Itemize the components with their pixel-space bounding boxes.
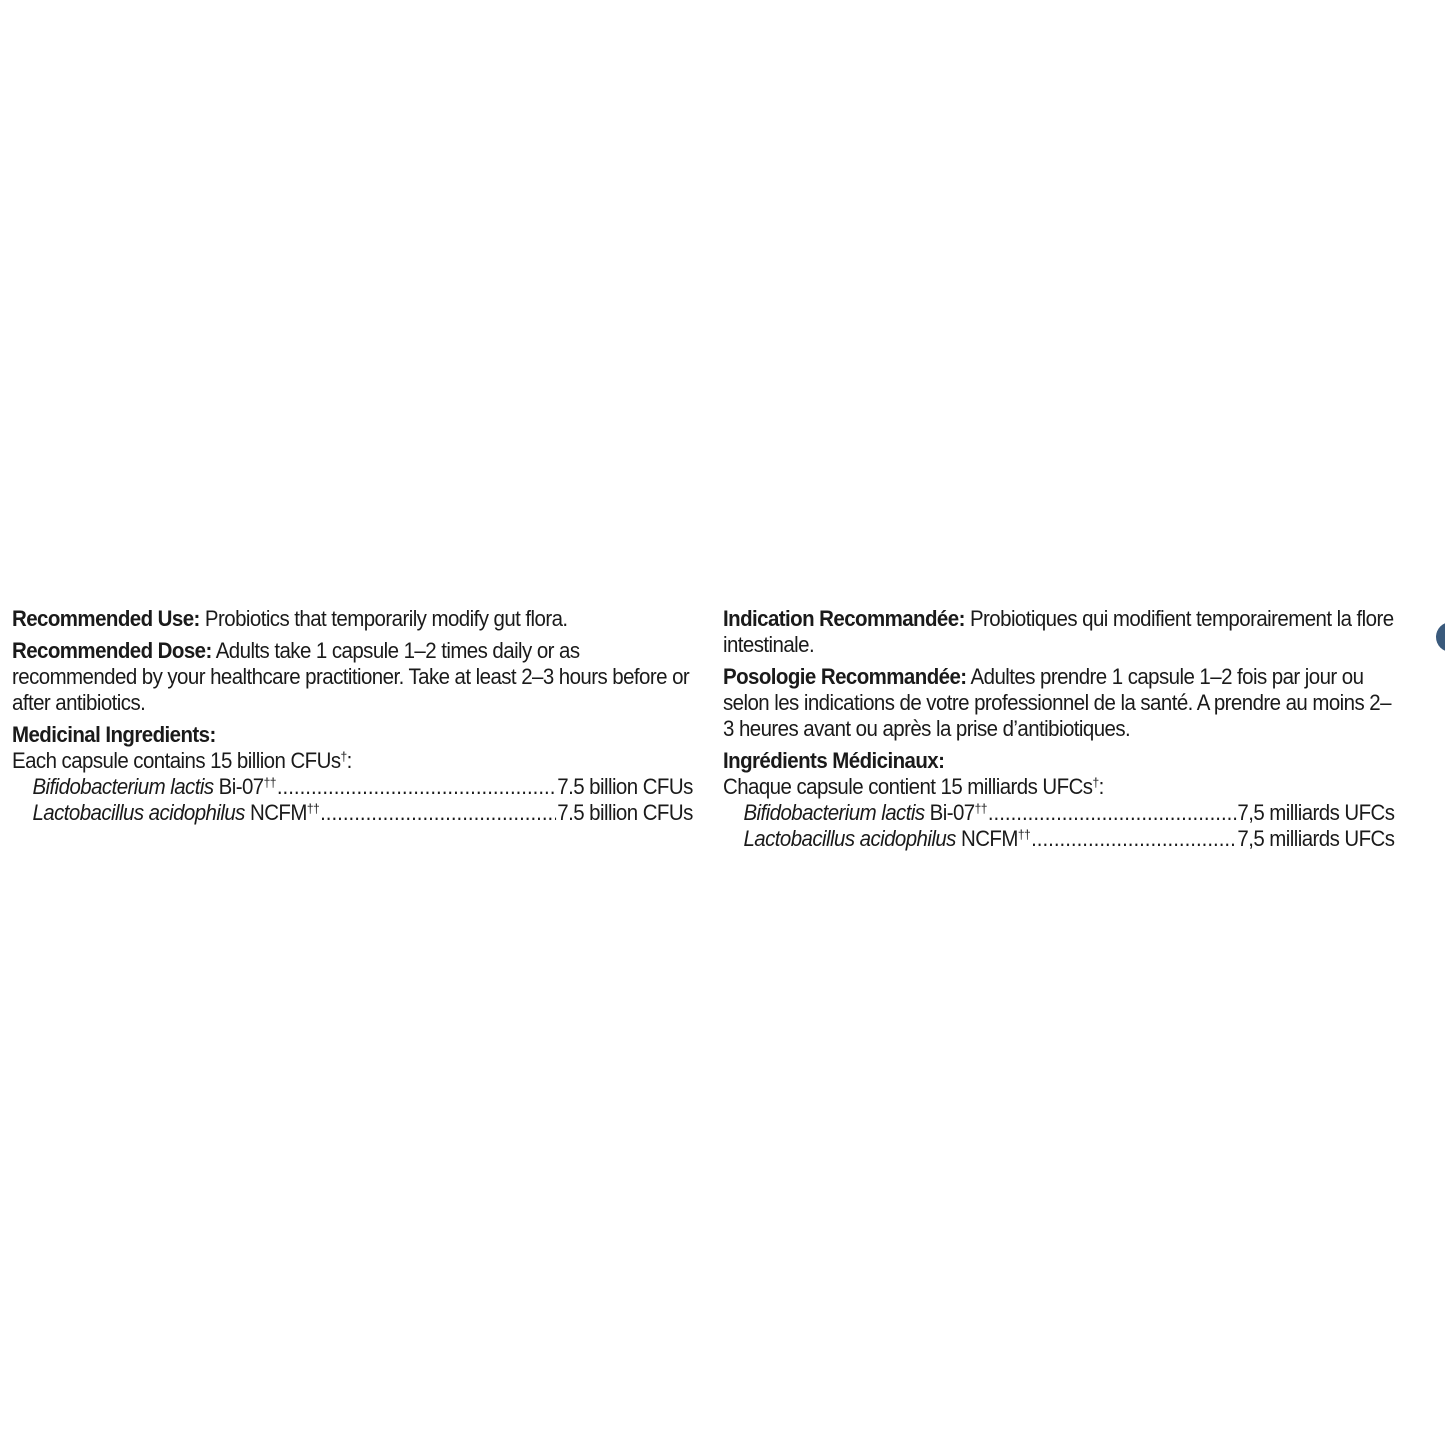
ingredient-amount: 7,5 milliards UFCs — [1237, 800, 1395, 825]
ingredients-heading-fr: Ingrédients Médicinaux: — [723, 748, 945, 773]
dot-leader — [988, 800, 1237, 826]
dot-leader — [320, 800, 556, 826]
ingredient-amount: 7,5 milliards UFCs — [1237, 826, 1395, 851]
recommended-use-text: Probiotics that temporarily modify gut flora. — [199, 606, 568, 631]
ingredient-name: Lactobacillus acidophilus NCFM†† — [32, 800, 320, 825]
ingredient-amount: 7.5 billion CFUs — [557, 800, 693, 825]
ingredient-row — [743, 800, 1394, 826]
recommended-use-label: Recommended Use: — [12, 606, 200, 631]
indication-text: Probiotiques qui modifient temporairement la flore intestinale. — [723, 606, 1394, 657]
ingredient-row — [32, 774, 692, 800]
recommended-use — [12, 606, 693, 632]
ingredient-name: Lactobacillus acidophilus NCFM†† — [743, 826, 1031, 851]
posologie-label: Posologie Recommandée: — [723, 664, 967, 689]
indication-recommandee — [723, 606, 1394, 658]
ingredients-intro-fr: Chaque capsule contient 15 milliards UFCs†: — [723, 774, 1104, 799]
english-label-column — [12, 606, 693, 826]
posologie-recommandee — [723, 664, 1394, 742]
ingredients-heading: Medicinal Ingredients: — [12, 722, 216, 747]
recommended-dose — [12, 638, 693, 716]
ingredient-row — [743, 826, 1394, 852]
french-label-column — [723, 606, 1394, 852]
ingredient-amount: 7.5 billion CFUs — [557, 774, 693, 799]
ingredients-intro: Each capsule contains 15 billion CFUs†: — [12, 748, 352, 773]
ingredient-name: Bifidobacterium lactis Bi-07†† — [743, 800, 987, 825]
dot-leader — [277, 774, 556, 800]
recommended-dose-text: Adults take 1 capsule 1–2 times daily or as recommended by your healthcare practitioner. Take at least 2–3 hours before or after antibiotics. — [12, 638, 690, 715]
ingredient-name: Bifidobacterium lactis Bi-07†† — [32, 774, 276, 799]
ingredient-row — [32, 800, 692, 826]
posologie-text: Adultes prendre 1 capsule 1–2 fois par jour ou selon les indications de votre professionnel de la santé. A prendre au moins 2–3 heures avant ou après la prise d’antibiotiques. — [723, 664, 1391, 741]
edge-circle-marker — [1436, 622, 1445, 652]
recommended-dose-label: Recommended Dose: — [12, 638, 212, 663]
dot-leader — [1031, 826, 1236, 852]
indication-label: Indication Recommandée: — [723, 606, 965, 631]
